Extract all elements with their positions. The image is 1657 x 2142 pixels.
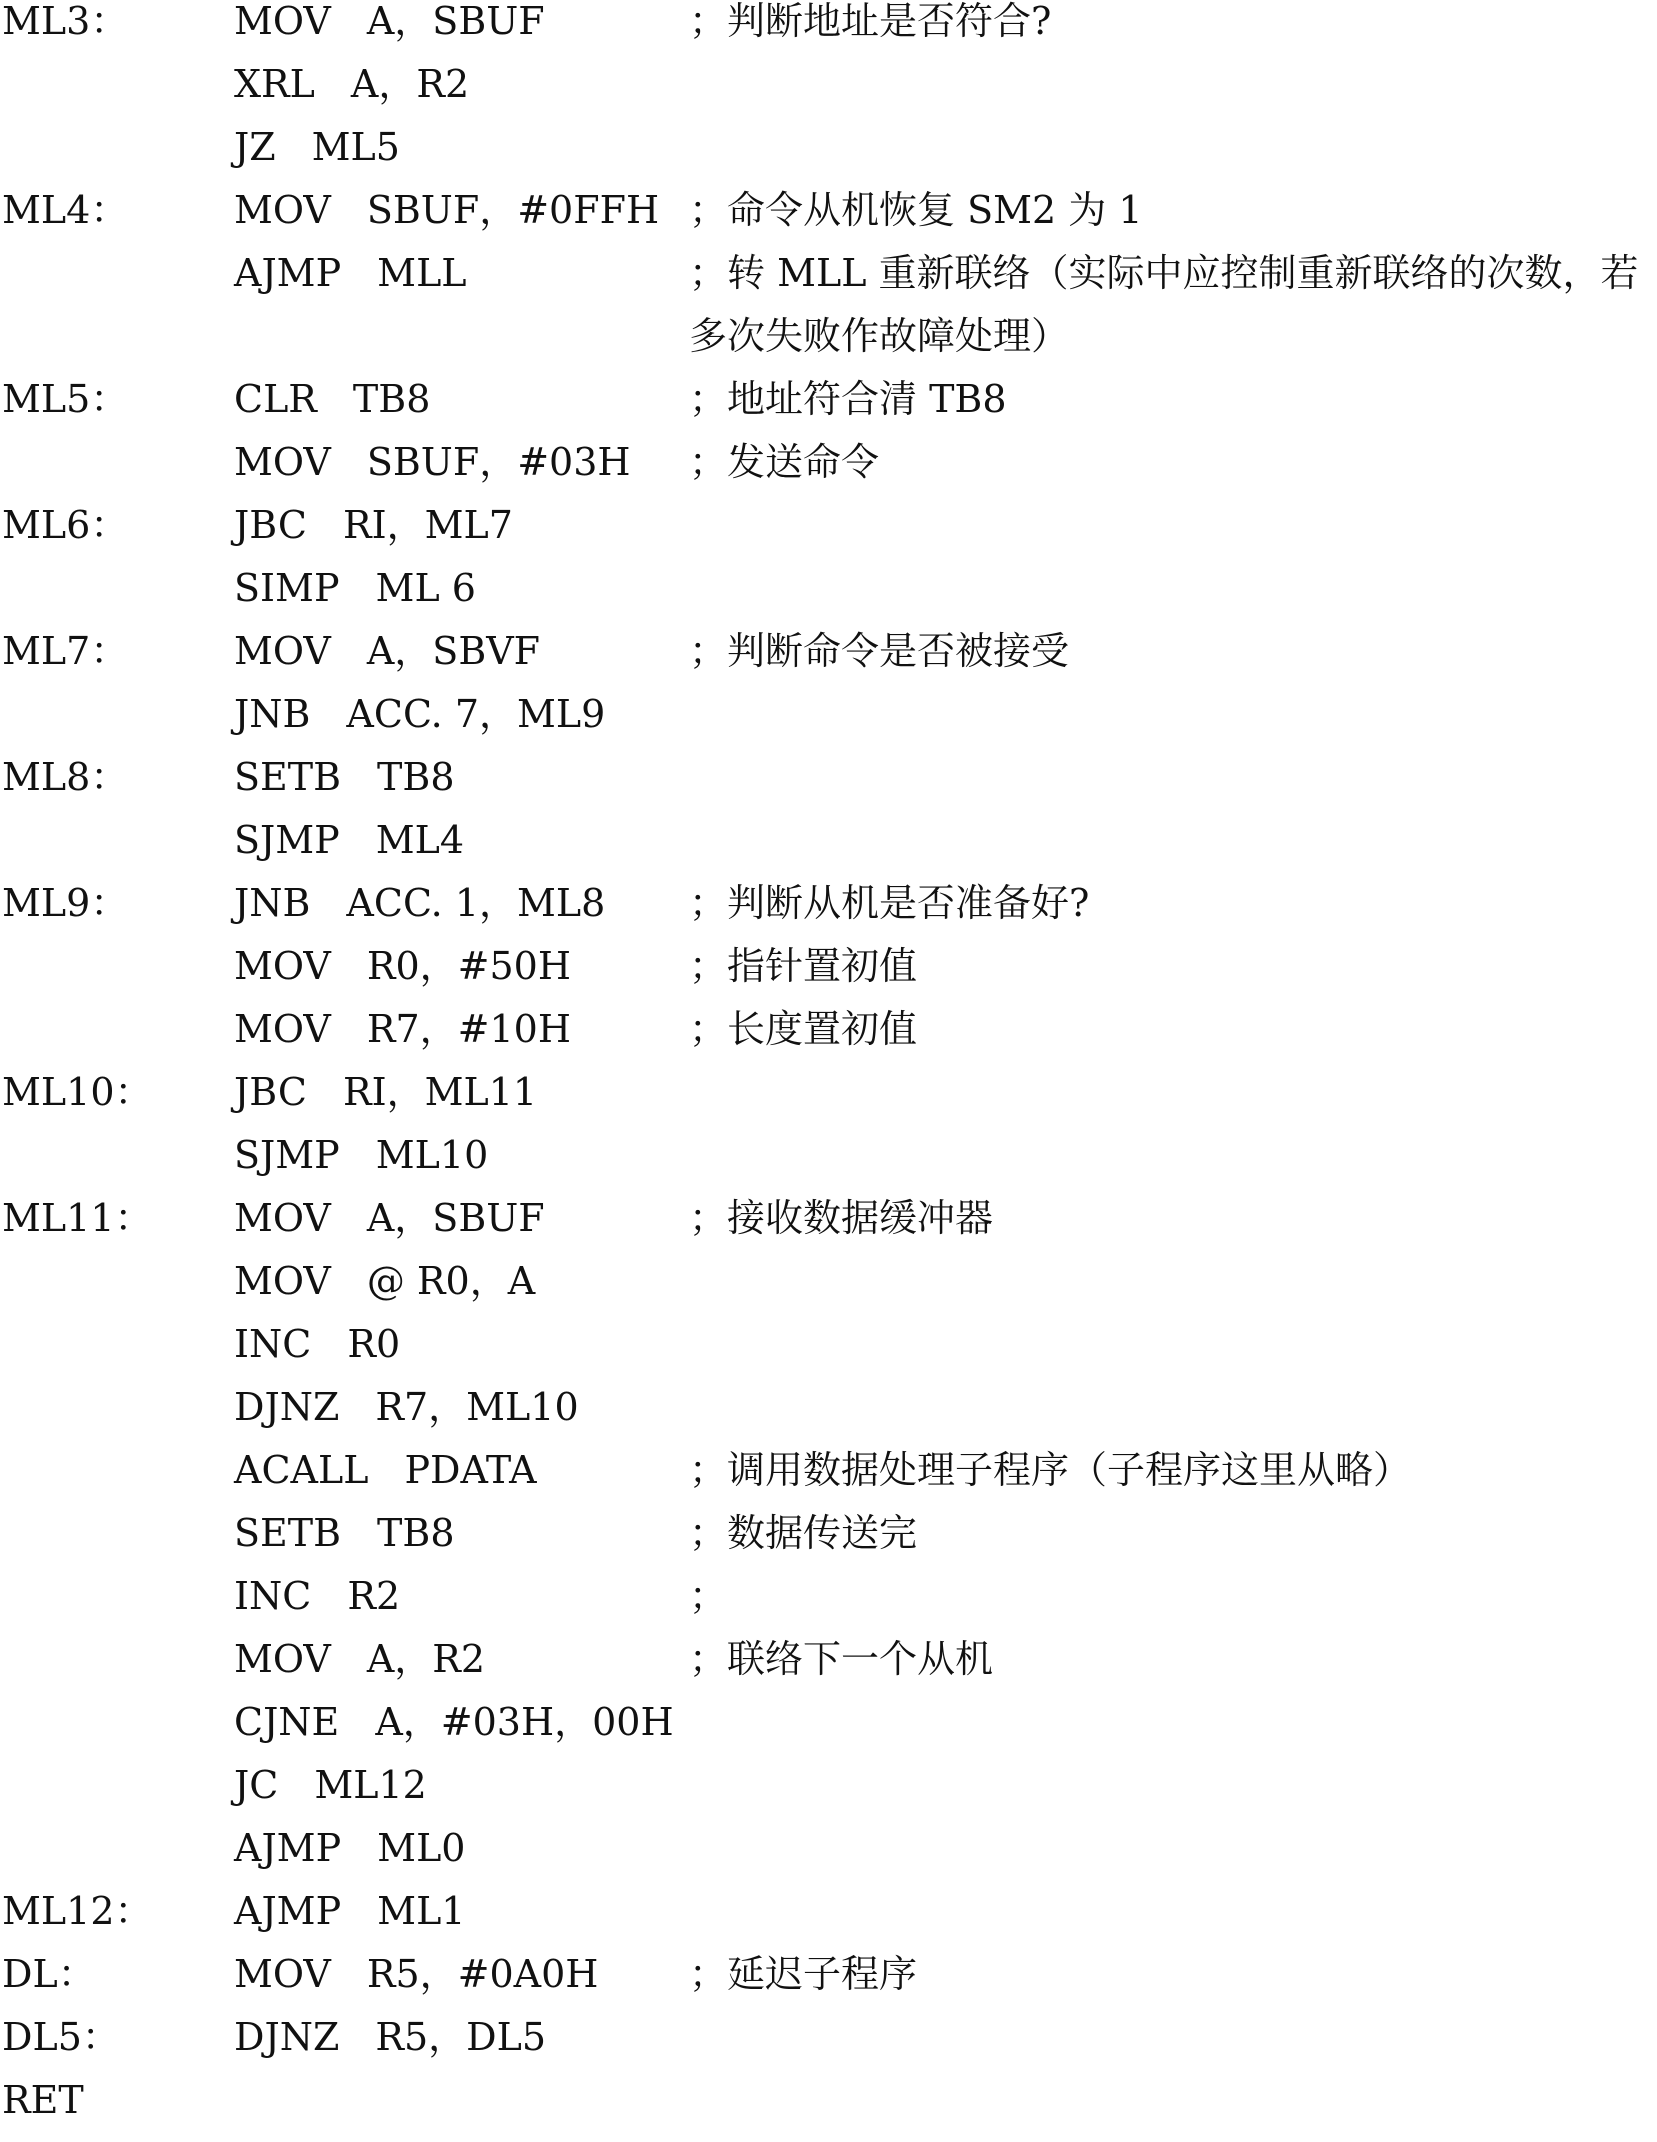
- instruction: [234, 882, 689, 924]
- line-label: DL5：: [2, 2015, 120, 2059]
- opcode: SJMP: [234, 1133, 340, 1177]
- line-comment: ；指针置初值: [689, 944, 918, 988]
- operands: R5，#0A0H: [366, 1952, 599, 1996]
- line-comment: ；发送命令: [689, 440, 880, 484]
- operands: ML1: [377, 1889, 466, 1933]
- code-line: [0, 252, 1657, 378]
- instruction: [234, 1638, 689, 1680]
- opcode: AJMP: [234, 251, 342, 295]
- line-comment: ；联络下一个从机: [689, 1637, 994, 1681]
- operands: A，R2: [366, 1637, 486, 1681]
- operands: R2: [347, 1574, 401, 1618]
- instruction: [234, 1827, 689, 1869]
- code-line: [0, 1827, 1657, 1890]
- opcode: MOV: [234, 944, 331, 988]
- line-comment: ；数据传送完: [689, 1511, 918, 1555]
- opcode: MOV: [234, 1007, 331, 1051]
- line-label: ML5：: [2, 377, 129, 421]
- line-comment: ；接收数据缓冲器: [689, 1196, 994, 1240]
- line-comment: ；延迟子程序: [689, 1952, 918, 1996]
- opcode: JBC: [234, 1070, 307, 1114]
- operands: RI，ML7: [342, 503, 513, 547]
- instruction: [234, 1890, 689, 1932]
- line-label: ML12：: [2, 1889, 153, 1933]
- opcode: AJMP: [234, 1826, 342, 1870]
- instruction: [234, 1008, 689, 1050]
- code-line: [0, 2079, 1657, 2142]
- opcode: MOV: [234, 0, 331, 43]
- instruction: [234, 1701, 689, 1743]
- operands: A，SBUF: [366, 1196, 545, 1240]
- instruction: [234, 189, 689, 231]
- instruction: [234, 756, 689, 798]
- opcode: ACALL: [234, 1448, 369, 1492]
- code-line: [0, 1953, 1657, 2016]
- opcode: JC: [234, 1763, 279, 1807]
- operands: R7，ML10: [375, 1385, 579, 1429]
- code-line: [0, 1701, 1657, 1764]
- line-comment: ；判断地址是否符合?: [689, 0, 1052, 43]
- operands: MLL: [377, 251, 467, 295]
- instruction: [234, 567, 689, 609]
- instruction: [234, 1134, 689, 1176]
- operands: A，SBUF: [366, 0, 545, 43]
- opcode: MOV: [234, 1952, 331, 1996]
- opcode: DJNZ: [234, 1385, 340, 1429]
- code-line: [0, 441, 1657, 504]
- opcode: INC: [234, 1322, 312, 1366]
- code-line: [0, 1764, 1657, 1827]
- instruction: [234, 126, 689, 168]
- instruction: [234, 1386, 689, 1428]
- opcode: JBC: [234, 503, 307, 547]
- operands: R0，#50H: [366, 944, 571, 988]
- instruction: [234, 1953, 689, 1995]
- opcode: CLR: [234, 377, 317, 421]
- opcode: MOV: [234, 629, 331, 673]
- line-label: RET: [2, 2078, 84, 2122]
- code-line: [0, 0, 1657, 63]
- instruction: [234, 0, 689, 42]
- line-comment: ；判断从机是否准备好?: [689, 881, 1090, 925]
- operands: TB8: [377, 755, 455, 799]
- operands: ML12: [314, 1763, 427, 1807]
- opcode: MOV: [234, 1259, 331, 1303]
- instruction: [234, 1323, 689, 1365]
- instruction: [234, 693, 689, 735]
- operands: ACC. 7，ML9: [346, 692, 606, 736]
- operands: R0: [347, 1322, 401, 1366]
- instruction: [234, 1071, 689, 1113]
- instruction: [234, 1575, 689, 1617]
- instruction: [234, 819, 689, 861]
- line-label: ML7：: [2, 629, 129, 673]
- operands: ML5: [311, 125, 400, 169]
- line-comment: ；判断命令是否被接受: [689, 629, 1070, 673]
- opcode: MOV: [234, 1637, 331, 1681]
- operands: SBUF，#03H: [366, 440, 631, 484]
- line-label: ML9：: [2, 881, 129, 925]
- line-comment: ；命令从机恢复 SM2 为 1: [689, 188, 1143, 232]
- operands: @ R0，A: [366, 1259, 536, 1303]
- code-line: [0, 63, 1657, 126]
- line-comment: ；长度置初值: [689, 1007, 918, 1051]
- code-line: [0, 1071, 1657, 1134]
- operands: PDATA: [404, 1448, 537, 1492]
- instruction: [234, 441, 689, 483]
- line-label: ML6：: [2, 503, 129, 547]
- opcode: SJMP: [234, 818, 340, 862]
- line-label: ML11：: [2, 1196, 153, 1240]
- instruction: [234, 378, 689, 420]
- line-comment: ；地址符合清 TB8: [689, 377, 1007, 421]
- operands: R7，#10H: [366, 1007, 571, 1051]
- code-line: [0, 1638, 1657, 1701]
- instruction: [234, 1260, 689, 1302]
- line-comment: ；转 MLL 重新联络（实际中应控制重新联络的次数，若多次失败作故障处理）: [689, 251, 1639, 358]
- instruction: [234, 1512, 689, 1554]
- operands: A，R2: [350, 62, 470, 106]
- opcode: JNB: [234, 881, 311, 925]
- instruction: [234, 504, 689, 546]
- opcode: SETB: [234, 755, 342, 799]
- code-line: [0, 630, 1657, 693]
- opcode: JZ: [234, 125, 276, 169]
- instruction: [234, 2016, 689, 2058]
- operands: RI，ML11: [342, 1070, 538, 1114]
- line-comment: ；调用数据处理子程序（子程序这里从略）: [689, 1448, 1412, 1492]
- operands: TB8: [352, 377, 431, 421]
- opcode: MOV: [234, 188, 331, 232]
- instruction: [234, 252, 689, 294]
- opcode: INC: [234, 1574, 312, 1618]
- operands: A，SBVF: [366, 629, 541, 673]
- opcode: AJMP: [234, 1889, 342, 1933]
- opcode: SIMP: [234, 566, 340, 610]
- operands: ML 6: [375, 566, 476, 610]
- opcode: XRL: [234, 62, 315, 106]
- opcode: MOV: [234, 440, 331, 484]
- opcode: SETB: [234, 1511, 342, 1555]
- operands: ACC. 1，ML8: [346, 881, 606, 925]
- operands: A，#03H，00H: [375, 1700, 674, 1744]
- instruction: [234, 1764, 689, 1806]
- line-comment: ；: [689, 1574, 728, 1618]
- line-label: ML10：: [2, 1070, 153, 1114]
- operands: ML4: [375, 818, 465, 862]
- code-line: [0, 1260, 1657, 1323]
- code-line: [0, 693, 1657, 756]
- instruction: [234, 1449, 689, 1491]
- line-label: ML4：: [2, 188, 129, 232]
- operands: R5，DL5: [375, 2015, 547, 2059]
- opcode: CJNE: [234, 1700, 340, 1744]
- code-line: [0, 1323, 1657, 1386]
- operands: SBUF，#0FFH: [366, 188, 660, 232]
- opcode: JNB: [234, 692, 311, 736]
- opcode: DJNZ: [234, 2015, 340, 2059]
- code-line: [0, 756, 1657, 819]
- code-line: [0, 1197, 1657, 1260]
- instruction: [234, 945, 689, 987]
- code-line: [0, 504, 1657, 567]
- operands: ML10: [375, 1133, 489, 1177]
- code-line: [0, 2016, 1657, 2079]
- line-label: ML3：: [2, 0, 129, 43]
- instruction: [234, 63, 689, 105]
- line-label: ML8：: [2, 755, 129, 799]
- instruction: [234, 1197, 689, 1239]
- operands: TB8: [377, 1511, 455, 1555]
- line-label: DL：: [2, 1952, 96, 1996]
- operands: ML0: [377, 1826, 466, 1870]
- opcode: MOV: [234, 1196, 331, 1240]
- code-line: [0, 1008, 1657, 1071]
- instruction: [234, 630, 689, 672]
